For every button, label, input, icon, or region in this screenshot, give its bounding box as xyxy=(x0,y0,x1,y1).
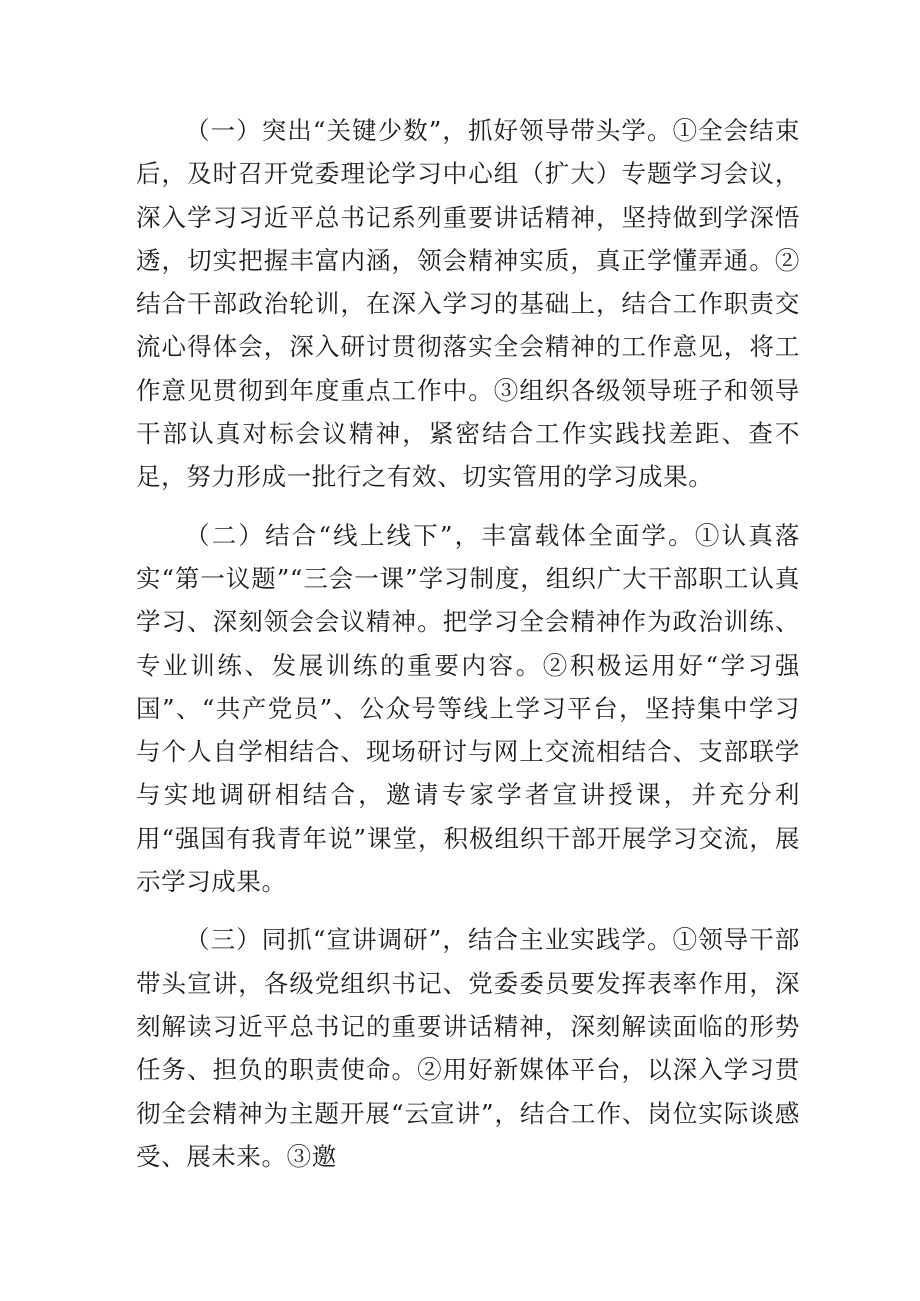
document-body xyxy=(136,109,800,1178)
paragraph-3: （三）同抓“宣讲调研”，结合主业实践学。①领导干部带头宣讲，各级党组织书记、党委委员要发挥表率作用，深刻解读习近平总书记的重要讲话精神，深刻解读面临的形势任务、担负的职责使命。②用好新媒体平台，以深入学习贯彻全会精神为主题开展“云宣讲”，结合工作、岗位实际谈感受、展未来。③邀 xyxy=(136,925,800,1171)
paragraph-1: （一）突出“关键少数”，抓好领导带头学。①全会结束后，及时召开党委理论学习中心组（扩大）专题学习会议，深入学习习近平总书记系列重要讲话精神，坚持做到学深悟透，切实把握丰富内涵，领会精神实质，真正学懂弄通。②结合干部政治轮训，在深入学习的基础上，结合工作职责交流心得体会，深入研讨贯彻落实全会精神的工作意见，将工作意见贯彻到年度重点工作中。③组织各级领导班子和领导干部认真对标会议精神，紧密结合工作实践找差距、查不足，努力形成一批行之有效、切实管用的学习成果。 xyxy=(136,116,800,492)
paragraph-2: （二）结合“线上线下”，丰富载体全面学。①认真落实“第一议题”“三会一课”学习制度，组织广大干部职工认真学习、深刻领会会议精神。把学习全会精神作为政治训练、专业训练、发展训练的重要内容。②积极运用好“学习强国”、“共产党员”、公众号等线上学习平台，坚持集中学习与个人自学相结合、现场研讨与网上交流相结合、支部联学与实地调研相结合，邀请专家学者宣讲授课，并充分利用“强国有我青年说”课堂，积极组织干部开展学习交流，展示学习成果。 xyxy=(136,520,800,897)
